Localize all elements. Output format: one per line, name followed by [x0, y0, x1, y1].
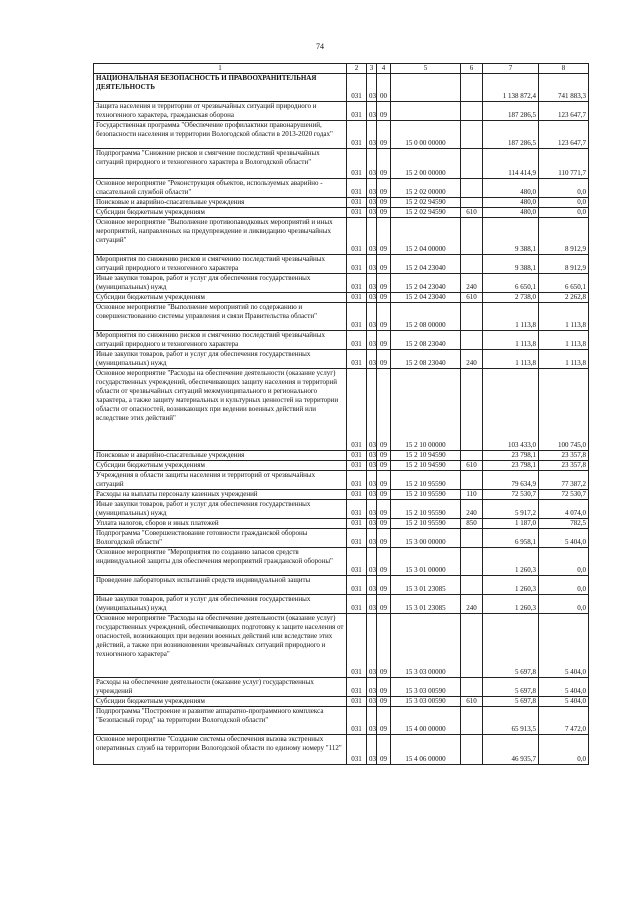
- row-code-target: 15 3 03 00590: [391, 697, 461, 707]
- row-code-subsection: 09: [377, 678, 391, 697]
- row-code-ministry: 031: [347, 350, 367, 369]
- row-name: Подпрограмма "Построение и развитие аппаратно-программного комплекса "Безопасный город" на территории Вологодской области": [94, 707, 347, 735]
- row-code-target: 15 2 02 00000: [391, 179, 461, 198]
- row-amount-year1: 1 113,8: [483, 331, 539, 350]
- row-name: Основное мероприятие "Реконструкция объектов, используемых аварийно - спасательной службой области": [94, 179, 347, 198]
- row-code-expense-type: [461, 149, 483, 179]
- row-amount-year1: 5 697,8: [483, 678, 539, 697]
- row-amount-year2: 123 647,7: [539, 102, 589, 121]
- row-amount-year1: 46 935,7: [483, 735, 539, 765]
- row-code-expense-type: 240: [461, 350, 483, 369]
- row-amount-year1: 9 388,1: [483, 218, 539, 255]
- row-code-subsection: 09: [377, 102, 391, 121]
- row-code-target: 15 2 08 00000: [391, 303, 461, 331]
- row-amount-year2: 23 357,8: [539, 461, 589, 471]
- table-row: [94, 218, 589, 255]
- row-code-subsection: 09: [377, 274, 391, 293]
- table-row: [94, 490, 589, 500]
- row-code-target: 15 3 01 23085: [391, 576, 461, 595]
- row-amount-year1: 480,0: [483, 198, 539, 208]
- row-amount-year2: 1 113,8: [539, 350, 589, 369]
- row-amount-year1: 6 958,1: [483, 529, 539, 548]
- row-code-section: 03: [367, 303, 377, 331]
- row-code-target: 15 2 10 95590: [391, 500, 461, 519]
- row-amount-year2: 72 530,7: [539, 490, 589, 500]
- row-code-target: 15 3 00 00000: [391, 529, 461, 548]
- row-code-ministry: 031: [347, 471, 367, 490]
- row-code-expense-type: 610: [461, 697, 483, 707]
- row-code-target: [391, 74, 461, 102]
- table-row: [94, 471, 589, 490]
- column-header: 8: [539, 64, 589, 74]
- row-code-expense-type: [461, 678, 483, 697]
- row-code-section: 03: [367, 697, 377, 707]
- row-code-subsection: 09: [377, 179, 391, 198]
- row-code-subsection: 09: [377, 461, 391, 471]
- row-code-section: 03: [367, 198, 377, 208]
- row-code-target: 15 3 03 00590: [391, 678, 461, 697]
- row-amount-year1: 480,0: [483, 179, 539, 198]
- row-code-target: 15 2 04 23040: [391, 293, 461, 303]
- column-header: 4: [377, 64, 391, 74]
- row-code-ministry: 031: [347, 149, 367, 179]
- row-code-expense-type: 610: [461, 461, 483, 471]
- row-code-ministry: 031: [347, 697, 367, 707]
- row-amount-year1: 79 634,9: [483, 471, 539, 490]
- row-name: Основное мероприятие "Выполнение противопаводковых мероприятий и иных мероприятий, направленных на предупреждение и ликвидацию чрезвычайных ситуаций": [94, 218, 347, 255]
- row-code-target: 15 0 00 00000: [391, 121, 461, 149]
- row-code-subsection: 09: [377, 707, 391, 735]
- row-code-ministry: 031: [347, 255, 367, 274]
- row-amount-year2: 123 647,7: [539, 121, 589, 149]
- table-row: [94, 576, 589, 595]
- row-code-subsection: 09: [377, 614, 391, 678]
- row-amount-year2: 8 912,9: [539, 218, 589, 255]
- row-code-expense-type: [461, 471, 483, 490]
- row-code-expense-type: 240: [461, 274, 483, 293]
- row-amount-year2: 5 404,0: [539, 678, 589, 697]
- row-amount-year1: 1 187,0: [483, 519, 539, 529]
- row-code-ministry: 031: [347, 293, 367, 303]
- table-row: [94, 74, 589, 102]
- row-name: Субсидии бюджетным учреждениям: [94, 461, 347, 471]
- table-row: [94, 149, 589, 179]
- row-code-target: 15 2 10 94590: [391, 461, 461, 471]
- table-row: [94, 519, 589, 529]
- row-code-expense-type: [461, 121, 483, 149]
- row-code-subsection: 09: [377, 576, 391, 595]
- row-code-target: 15 2 04 00000: [391, 218, 461, 255]
- table-row: [94, 707, 589, 735]
- row-code-expense-type: 240: [461, 500, 483, 519]
- row-amount-year2: 8 912,9: [539, 255, 589, 274]
- row-amount-year2: 782,5: [539, 519, 589, 529]
- row-code-ministry: 031: [347, 735, 367, 765]
- row-amount-year2: 5 404,0: [539, 614, 589, 678]
- row-code-subsection: 09: [377, 255, 391, 274]
- row-code-section: 03: [367, 369, 377, 451]
- table-row: [94, 198, 589, 208]
- row-code-expense-type: [461, 218, 483, 255]
- column-header: 5: [391, 64, 461, 74]
- row-name: Основное мероприятие "Создание системы обеспечения вызова экстренных оперативных служб на территории Вологодской области по единому номеру "112": [94, 735, 347, 765]
- row-code-subsection: 00: [377, 74, 391, 102]
- row-code-section: 03: [367, 121, 377, 149]
- row-code-target: 15 3 01 00000: [391, 548, 461, 576]
- row-code-target: 15 2 04 23040: [391, 274, 461, 293]
- row-code-expense-type: [461, 576, 483, 595]
- row-code-subsection: 09: [377, 303, 391, 331]
- row-code-ministry: 031: [347, 548, 367, 576]
- row-amount-year1: 6 650,1: [483, 274, 539, 293]
- row-code-expense-type: [461, 548, 483, 576]
- row-code-ministry: 031: [347, 500, 367, 519]
- table-row: [94, 350, 589, 369]
- row-name: Мероприятия по снижению рисков и смягчению последствий чрезвычайных ситуаций природного и техногенного характера: [94, 331, 347, 350]
- row-code-section: 03: [367, 471, 377, 490]
- row-code-subsection: 09: [377, 697, 391, 707]
- column-header: 3: [367, 64, 377, 74]
- row-amount-year2: 5 404,0: [539, 697, 589, 707]
- table-row: [94, 102, 589, 121]
- row-code-section: 03: [367, 274, 377, 293]
- row-name: Основное мероприятие "Расходы на обеспечение деятельности (оказание услуг) государственных учреждений, обеспечивающих подготовку к защите населения от опасностей, возникающих при ведении военных действий или вследствие этих действий, а также при возникновении чрезвычайных ситуаций природного и техногенного характера": [94, 614, 347, 678]
- row-code-ministry: 031: [347, 461, 367, 471]
- row-code-subsection: 09: [377, 293, 391, 303]
- row-name: Уплата налогов, сборов и иных платежей: [94, 519, 347, 529]
- row-name: Расходы на выплаты персоналу казенных учреждений: [94, 490, 347, 500]
- row-code-expense-type: [461, 331, 483, 350]
- row-code-subsection: 09: [377, 595, 391, 614]
- row-amount-year1: 114 414,9: [483, 149, 539, 179]
- row-code-expense-type: 610: [461, 293, 483, 303]
- row-code-ministry: 031: [347, 490, 367, 500]
- row-code-target: 15 2 00 00000: [391, 149, 461, 179]
- budget-table: [93, 63, 589, 765]
- row-code-subsection: 09: [377, 735, 391, 765]
- row-code-target: 15 2 08 23040: [391, 350, 461, 369]
- row-code-subsection: 09: [377, 519, 391, 529]
- row-code-section: 03: [367, 293, 377, 303]
- row-code-ministry: 031: [347, 678, 367, 697]
- row-amount-year1: 5 697,8: [483, 697, 539, 707]
- row-name: Иные закупки товаров, работ и услуг для обеспечения государственных (муниципальных) нужд: [94, 500, 347, 519]
- row-amount-year1: 1 113,8: [483, 303, 539, 331]
- row-name: Субсидии бюджетным учреждениям: [94, 697, 347, 707]
- row-amount-year1: 65 913,5: [483, 707, 539, 735]
- row-code-ministry: 031: [347, 74, 367, 102]
- row-name: Подпрограмма "Снижение рисков и смягчение последствий чрезвычайных ситуаций природного и техногенного характера в Вологодской области": [94, 149, 347, 179]
- row-code-expense-type: [461, 179, 483, 198]
- row-name: Расходы на обеспечение деятельности (оказание услуг) государственных учреждений: [94, 678, 347, 697]
- row-code-expense-type: [461, 529, 483, 548]
- row-name: Защита населения и территории от чрезвычайных ситуаций природного и техногенного характера, гражданская оборона: [94, 102, 347, 121]
- table-row: [94, 255, 589, 274]
- row-name: Иные закупки товаров, работ и услуг для обеспечения государственных (муниципальных) нужд: [94, 595, 347, 614]
- row-amount-year2: 4 074,0: [539, 500, 589, 519]
- row-code-section: 03: [367, 218, 377, 255]
- row-code-ministry: 031: [347, 198, 367, 208]
- row-name: Мероприятия по снижению рисков и смягчению последствий чрезвычайных ситуаций природного и техногенного характера: [94, 255, 347, 274]
- table-row: [94, 678, 589, 697]
- row-code-target: 15 2 10 00000: [391, 369, 461, 451]
- row-code-ministry: 031: [347, 576, 367, 595]
- row-code-expense-type: [461, 303, 483, 331]
- row-amount-year2: 0,0: [539, 548, 589, 576]
- row-code-section: 03: [367, 548, 377, 576]
- row-amount-year2: 2 262,8: [539, 293, 589, 303]
- row-code-subsection: 09: [377, 121, 391, 149]
- row-code-subsection: 09: [377, 198, 391, 208]
- row-code-section: 03: [367, 614, 377, 678]
- row-amount-year1: 9 388,1: [483, 255, 539, 274]
- row-code-section: 03: [367, 179, 377, 198]
- row-code-section: 03: [367, 208, 377, 218]
- row-code-ministry: 031: [347, 121, 367, 149]
- row-amount-year2: 23 357,8: [539, 451, 589, 461]
- row-code-ministry: 031: [347, 208, 367, 218]
- row-code-expense-type: 610: [461, 208, 483, 218]
- row-code-subsection: 09: [377, 369, 391, 451]
- row-code-target: 15 3 01 23085: [391, 595, 461, 614]
- row-amount-year2: 0,0: [539, 179, 589, 198]
- row-code-target: 15 4 06 00000: [391, 735, 461, 765]
- row-code-section: 03: [367, 519, 377, 529]
- table-row: [94, 697, 589, 707]
- row-amount-year2: 1 113,8: [539, 331, 589, 350]
- table-row: [94, 614, 589, 678]
- row-name: Учреждения в области защиты населения и территорий от чрезвычайных ситуаций: [94, 471, 347, 490]
- row-name: Субсидии бюджетным учреждениям: [94, 293, 347, 303]
- column-header: 7: [483, 64, 539, 74]
- row-code-ministry: 031: [347, 595, 367, 614]
- row-amount-year1: 187 286,5: [483, 121, 539, 149]
- row-code-section: 03: [367, 529, 377, 548]
- row-code-target: 15 2 10 95590: [391, 471, 461, 490]
- row-name: Поисковые и аварийно-спасательные учреждения: [94, 451, 347, 461]
- row-amount-year1: 1 138 872,4: [483, 74, 539, 102]
- row-amount-year1: 1 260,3: [483, 595, 539, 614]
- row-code-target: 15 2 10 94590: [391, 451, 461, 461]
- row-code-expense-type: [461, 369, 483, 451]
- row-amount-year1: 1 260,3: [483, 548, 539, 576]
- row-amount-year2: 0,0: [539, 208, 589, 218]
- row-code-section: 03: [367, 451, 377, 461]
- row-code-section: 03: [367, 102, 377, 121]
- row-code-section: 03: [367, 255, 377, 274]
- row-amount-year2: 100 745,0: [539, 369, 589, 451]
- row-name: Государственная программа "Обеспечение профилактики правонарушений, безопасности населения и территории Вологодской области в 2013-2020 годах": [94, 121, 347, 149]
- row-amount-year2: 0,0: [539, 576, 589, 595]
- row-amount-year2: 6 650,1: [539, 274, 589, 293]
- row-name: Иные закупки товаров, работ и услуг для обеспечения государственных (муниципальных) нужд: [94, 350, 347, 369]
- row-code-ministry: 031: [347, 331, 367, 350]
- table-row: [94, 595, 589, 614]
- column-header: 1: [94, 64, 347, 74]
- row-code-target: 15 2 10 95590: [391, 519, 461, 529]
- row-code-section: 03: [367, 490, 377, 500]
- row-code-ministry: 031: [347, 303, 367, 331]
- row-code-expense-type: [461, 102, 483, 121]
- row-code-section: 03: [367, 735, 377, 765]
- row-code-ministry: 031: [347, 614, 367, 678]
- row-amount-year1: 1 260,3: [483, 576, 539, 595]
- row-code-target: 15 2 04 23040: [391, 255, 461, 274]
- row-name: Иные закупки товаров, работ и услуг для обеспечения государственных (муниципальных) нужд: [94, 274, 347, 293]
- row-code-section: 03: [367, 595, 377, 614]
- row-code-ministry: 031: [347, 218, 367, 255]
- row-amount-year1: 103 433,0: [483, 369, 539, 451]
- row-amount-year2: 7 472,0: [539, 707, 589, 735]
- row-code-ministry: 031: [347, 179, 367, 198]
- row-code-target: 15 2 02 94590: [391, 198, 461, 208]
- row-code-target: 15 3 03 00000: [391, 614, 461, 678]
- row-code-section: 03: [367, 331, 377, 350]
- row-amount-year1: 23 798,1: [483, 461, 539, 471]
- row-code-section: 03: [367, 576, 377, 595]
- table-row: [94, 529, 589, 548]
- row-code-ministry: 031: [347, 529, 367, 548]
- table-row: [94, 735, 589, 765]
- row-amount-year2: 0,0: [539, 735, 589, 765]
- row-code-subsection: 09: [377, 529, 391, 548]
- row-code-section: 03: [367, 678, 377, 697]
- row-code-expense-type: [461, 198, 483, 208]
- row-code-subsection: 09: [377, 331, 391, 350]
- row-amount-year2: 1 113,8: [539, 303, 589, 331]
- row-amount-year1: 187 286,5: [483, 102, 539, 121]
- row-code-expense-type: [461, 74, 483, 102]
- row-code-subsection: 09: [377, 350, 391, 369]
- table-row: [94, 500, 589, 519]
- row-code-expense-type: [461, 451, 483, 461]
- row-code-target: 15 2 02 94590: [391, 208, 461, 218]
- row-code-expense-type: 110: [461, 490, 483, 500]
- row-name: Основное мероприятие "Выполнение мероприятий по содержанию и совершенствованию системы управления и связи Правительства области": [94, 303, 347, 331]
- row-code-ministry: 031: [347, 519, 367, 529]
- table-row: [94, 369, 589, 451]
- row-amount-year1: 5 697,8: [483, 614, 539, 678]
- row-code-ministry: 031: [347, 707, 367, 735]
- row-code-target: 15 4 00 00000: [391, 707, 461, 735]
- table-row: [94, 461, 589, 471]
- row-amount-year2: 0,0: [539, 198, 589, 208]
- column-header: 2: [347, 64, 367, 74]
- table-row: [94, 274, 589, 293]
- table-row: [94, 548, 589, 576]
- row-amount-year2: 741 883,3: [539, 74, 589, 102]
- row-name: НАЦИОНАЛЬНАЯ БЕЗОПАСНОСТЬ И ПРАВООХРАНИТЕЛЬНАЯ ДЕЯТЕЛЬНОСТЬ: [94, 74, 347, 102]
- table-row: [94, 303, 589, 331]
- table-row: [94, 331, 589, 350]
- row-name: Поисковые и аварийно-спасательные учреждения: [94, 198, 347, 208]
- column-header: 6: [461, 64, 483, 74]
- row-code-expense-type: [461, 255, 483, 274]
- row-name: Основное мероприятие "Расходы на обеспечение деятельности (оказание услуг) государственных учреждений, обеспечивающих защиту населения и территорий области от чрезвычайных ситуаций межмуниципального и регионального характера, а также защиту материальных и культурных ценностей на территории области от опасностей, возникающих при ведении военных действий или вследствие этих действий": [94, 369, 347, 451]
- row-code-ministry: 031: [347, 451, 367, 461]
- table-row: [94, 208, 589, 218]
- row-code-subsection: 09: [377, 471, 391, 490]
- row-amount-year2: 0,0: [539, 595, 589, 614]
- row-amount-year1: 2 738,0: [483, 293, 539, 303]
- row-code-subsection: 09: [377, 451, 391, 461]
- row-amount-year1: 72 530,7: [483, 490, 539, 500]
- row-code-ministry: 031: [347, 274, 367, 293]
- row-code-expense-type: 850: [461, 519, 483, 529]
- row-amount-year1: 5 917,2: [483, 500, 539, 519]
- table-row: [94, 451, 589, 461]
- row-amount-year2: 110 771,7: [539, 149, 589, 179]
- row-code-subsection: 09: [377, 490, 391, 500]
- page-number: 74: [316, 42, 324, 51]
- row-code-section: 03: [367, 350, 377, 369]
- row-code-expense-type: [461, 707, 483, 735]
- table-row: [94, 121, 589, 149]
- row-code-subsection: 09: [377, 208, 391, 218]
- row-code-subsection: 09: [377, 500, 391, 519]
- row-amount-year1: 480,0: [483, 208, 539, 218]
- row-code-target: 15 2 08 23040: [391, 331, 461, 350]
- table-row: [94, 179, 589, 198]
- row-code-ministry: 031: [347, 369, 367, 451]
- row-name: Проведение лабораторных испытаний средств индивидуальной защиты: [94, 576, 347, 595]
- row-code-subsection: 09: [377, 548, 391, 576]
- row-amount-year1: 1 113,8: [483, 350, 539, 369]
- row-name: Подпрограмма "Совершенствование готовности гражданской обороны Вологодской области": [94, 529, 347, 548]
- row-code-section: 03: [367, 707, 377, 735]
- row-amount-year1: 23 798,1: [483, 451, 539, 461]
- table-row: [94, 293, 589, 303]
- row-code-section: 03: [367, 74, 377, 102]
- row-amount-year2: 5 404,0: [539, 529, 589, 548]
- row-code-subsection: 09: [377, 149, 391, 179]
- row-name: Субсидии бюджетным учреждениям: [94, 208, 347, 218]
- row-code-expense-type: [461, 735, 483, 765]
- row-amount-year2: 77 387,2: [539, 471, 589, 490]
- row-code-section: 03: [367, 461, 377, 471]
- row-code-target: 15 2 10 95590: [391, 490, 461, 500]
- row-code-ministry: 031: [347, 102, 367, 121]
- row-code-section: 03: [367, 149, 377, 179]
- row-code-expense-type: [461, 614, 483, 678]
- row-code-expense-type: 240: [461, 595, 483, 614]
- row-code-subsection: 09: [377, 218, 391, 255]
- row-code-section: 03: [367, 500, 377, 519]
- row-code-target: [391, 102, 461, 121]
- table-header-row: [94, 64, 589, 74]
- row-name: Основное мероприятие "Мероприятия по созданию запасов средств индивидуальной защиты для обеспечения мероприятий гражданской обороны": [94, 548, 347, 576]
